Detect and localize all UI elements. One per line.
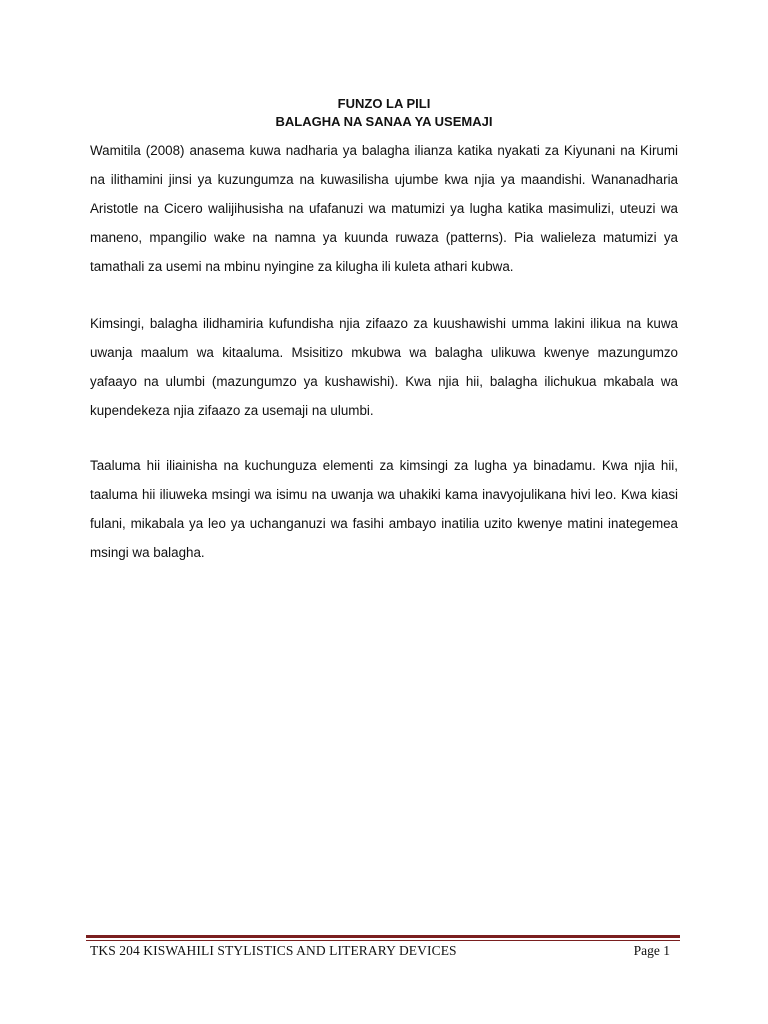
footer-rule-thick	[86, 935, 680, 938]
paragraph-1: Wamitila (2008) anasema kuwa nadharia ya balagha ilianza katika nyakati za Kiyunani na Kirumi na ilithamini jinsi ya kuzungumza na kuwasilisha ujumbe kwa njia ya maandishi. Wananadharia Aristotle na Cicero walijihusisha na ufafanuzi wa matumizi ya lugha katika masimulizi, uteuzi wa maneno, mpangilio wake na namna ya kuunda ruwaza (patterns). Pia walieleza matumizi ya tamathali za usemi na mbinu nyingine za kilugha ili kuleta athari kubwa.	[90, 143, 678, 274]
lesson-subtitle: BALAGHA NA SANAA YA USEMAJI	[275, 114, 493, 129]
lesson-title: FUNZO LA PILI	[337, 96, 431, 111]
paragraph-2: Kimsingi, balagha ilidhamiria kufundisha njia zifaazo za kuushawishi umma lakini ilikua na kuwa uwanja maalum wa kitaaluma. Msisitizo mkubwa wa balagha ulikuwa kwenye mazungumzo yafaayo na ulumbi (mazungumzo ya kushawishi). Kwa njia hii, balagha ilichukua mkabala wa kupendekeza njia zifaazo za usemaji na ulumbi.	[90, 316, 678, 418]
footer-course-title: TKS 204 KISWAHILI STYLISTICS AND LITERARY DEVICES	[90, 943, 457, 958]
paragraph-3: Taaluma hii iliainisha na kuchunguza elementi za kimsingi za lugha ya binadamu. Kwa njia hii, taaluma hii iliuweka msingi wa isimu na uwanja wa uhakiki kama inavyojulikana hivi leo. Kwa kiasi fulani, mikabala ya leo ya uchanganuzi wa fasihi ambayo inatilia uzito kwenye matini inategemea msingi wa balagha.	[90, 458, 678, 560]
footer-page-number: Page 1	[633, 943, 670, 958]
footer-rule-thin	[86, 940, 680, 941]
